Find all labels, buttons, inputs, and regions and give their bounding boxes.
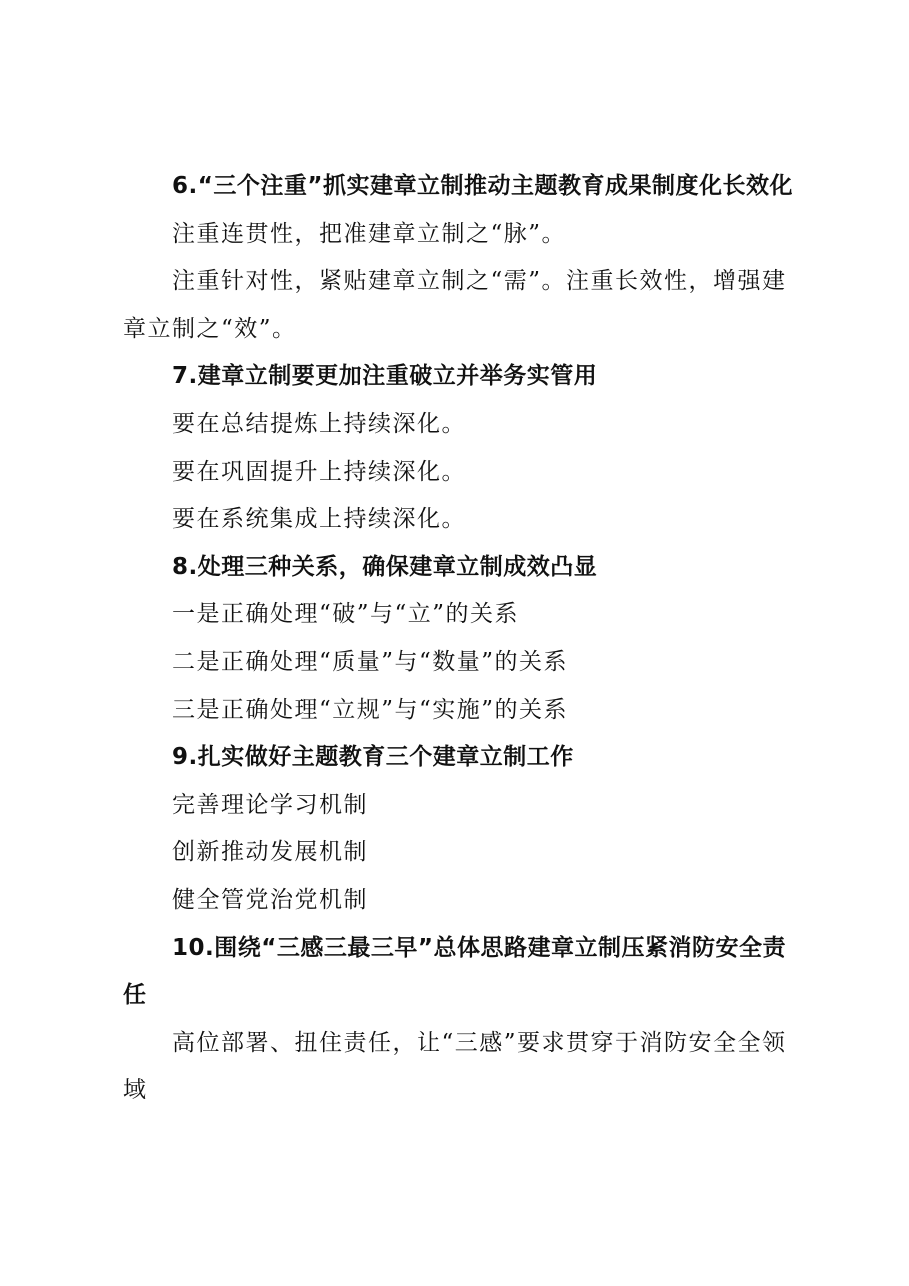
- section-8-heading: 8.处理三种关系，确保建章立制成效凸显: [172, 553, 598, 580]
- section-10-heading-line-2: 任: [123, 982, 147, 1009]
- section-6-line-2: 注重针对性，紧贴建章立制之“需”。注重长效性，增强建: [172, 268, 787, 295]
- section-6-heading: 6.“三个注重”抓实建章立制推动主题教育成果制度化长效化: [172, 173, 793, 199]
- section-9-line-1: 完善理论学习机制: [172, 791, 368, 818]
- section-7-line-1: 要在总结提炼上持续深化。: [172, 410, 466, 437]
- document-body: [123, 163, 793, 1115]
- section-7-line-3: 要在系统集成上持续深化。: [172, 506, 466, 533]
- section-7-line-2: 要在巩固提升上持续深化。: [172, 458, 466, 485]
- section-8-line-2: 二是正确处理“质量”与“数量”的关系: [172, 648, 569, 675]
- section-6-line-3: 章立制之“效”。: [123, 315, 297, 342]
- section-9-heading: 9.扎实做好主题教育三个建章立制工作: [172, 744, 574, 771]
- section-8-line-1: 一是正确处理“破”与“立”的关系: [172, 601, 520, 628]
- section-9-line-3: 健全管党治党机制: [172, 886, 368, 913]
- section-10-heading-line-1: 10.围绕“三感三最三早”总体思路建章立制压紧消防安全责: [172, 934, 786, 961]
- section-6-line-1: 注重连贯性，把准建章立制之“脉”。: [172, 220, 567, 247]
- section-8-line-3: 三是正确处理“立规”与“实施”的关系: [172, 696, 569, 723]
- section-10-line-2: 域: [123, 1077, 148, 1104]
- section-7-heading: 7.建章立制要更加注重破立并举务实管用: [172, 363, 598, 390]
- section-10-line-1: 高位部署、扭住责任，让“三感”要求贯穿于消防安全全领: [172, 1029, 787, 1056]
- section-9-line-2: 创新推动发展机制: [172, 839, 368, 866]
